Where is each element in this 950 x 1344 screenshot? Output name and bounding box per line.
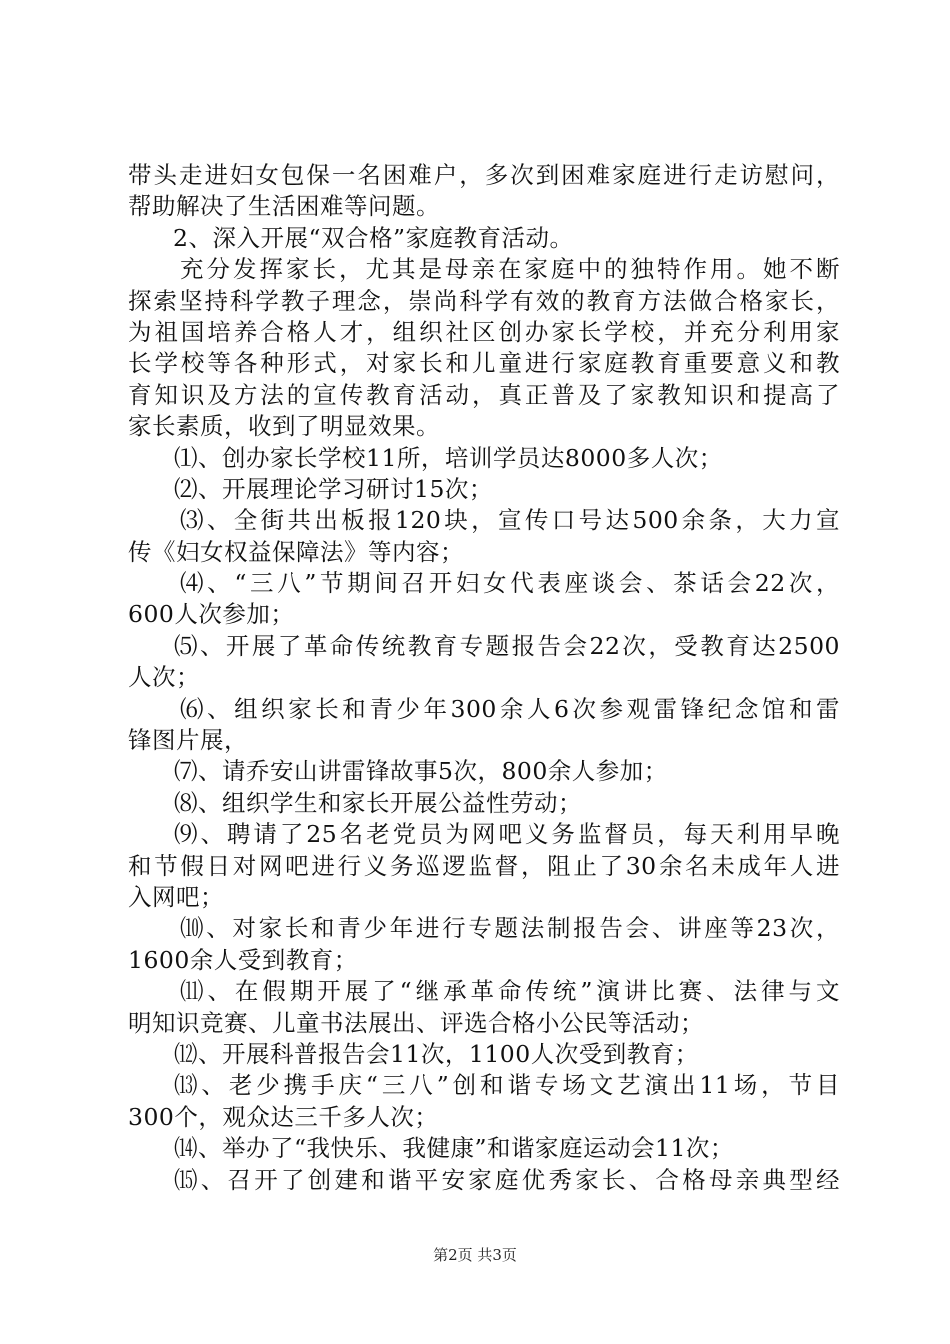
list-item: ⑾、在假期开展了“继承革命传统”演讲比赛、法律与文 xyxy=(180,977,840,1006)
page-footer: 第2页 共3页 xyxy=(433,1246,517,1264)
list-item: ⑺、请乔安山讲雷锋故事5次，800余人参加； xyxy=(174,757,668,786)
list-item: ⑻、组织学生和家长开展公益性劳动； xyxy=(174,788,582,817)
section-heading: 2、深入开展“双合格”家庭教育活动。 xyxy=(173,223,574,252)
list-item: ⑶、全街共出板报120块，宣传口号达500余条，大力宣 xyxy=(180,506,840,535)
paragraph-line: 充分发挥家长，尤其是母亲在家庭中的独特作用。她不断 xyxy=(180,255,840,284)
list-item-continuation: 人次； xyxy=(128,663,200,692)
list-item: ⑴、创办家长学校11所，培训学员达8000多人次； xyxy=(174,443,723,472)
list-item: ⑽、对家长和青少年进行专题法制报告会、讲座等23次， xyxy=(180,914,840,943)
list-item-continuation: 传《妇女权益保障法》等内容； xyxy=(128,537,464,566)
list-item: ⒁、举办了“我快乐、我健康”和谐家庭运动会11次； xyxy=(174,1134,734,1163)
list-item: ⑵、开展理论学习研讨15次； xyxy=(174,474,493,503)
list-item-continuation: 明知识竞赛、儿童书法展出、评选合格小公民等活动； xyxy=(128,1008,704,1037)
document-body xyxy=(128,160,840,1196)
list-item: ⑸、开展了革命传统教育专题报告会22次，受教育达2500 xyxy=(174,631,840,660)
paragraph-line: 长学校等各种形式，对家长和儿童进行家庭教育重要意义和教 xyxy=(128,349,840,378)
list-item-continuation: 锋图片展， xyxy=(128,726,248,755)
paragraph-line: 带头走进妇女包保一名困难户，多次到困难家庭进行走访慰问， xyxy=(128,161,840,189)
list-item-continuation: 300个，观众达三千多人次； xyxy=(128,1102,439,1131)
paragraph-line: 家长素质，收到了明显效果。 xyxy=(128,412,440,441)
paragraph-line: 探索坚持科学教子理念，崇尚科学有效的教育方法做合格家长， xyxy=(128,286,840,315)
list-item: ⑼、聘请了25名老党员为网吧义务监督员，每天利用早晚 xyxy=(174,820,840,849)
paragraph-line: 育知识及方法的宣传教育活动，真正普及了家教知识和提高了 xyxy=(128,380,840,409)
list-item-continuation: 1600余人受到教育； xyxy=(128,945,358,974)
paragraph-line: 帮助解决了生活困难等问题。 xyxy=(128,192,440,221)
paragraph-line: 为祖国培养合格人才，组织社区创办家长学校，并充分利用家 xyxy=(128,317,840,346)
list-item: ⑷、“三八”节期间召开妇女代表座谈会、茶话会22次， xyxy=(180,569,840,598)
list-item: ⑹、组织家长和青少年300余人6次参观雷锋纪念馆和雷 xyxy=(180,694,840,723)
list-item-continuation: 和节假日对网吧进行义务巡逻监督，阻止了30余名未成年人进 xyxy=(128,851,840,880)
list-item: ⑿、开展科普报告会11次，1100人次受到教育； xyxy=(174,1039,699,1068)
list-item-continuation: 600人次参加； xyxy=(128,600,295,629)
list-item: ⒂、召开了创建和谐平安家庭优秀家长、合格母亲典型经 xyxy=(174,1165,840,1194)
list-item-continuation: 入网吧； xyxy=(128,882,224,911)
list-item: ⒀、老少携手庆“三八”创和谐专场文艺演出11场，节目 xyxy=(174,1071,840,1100)
